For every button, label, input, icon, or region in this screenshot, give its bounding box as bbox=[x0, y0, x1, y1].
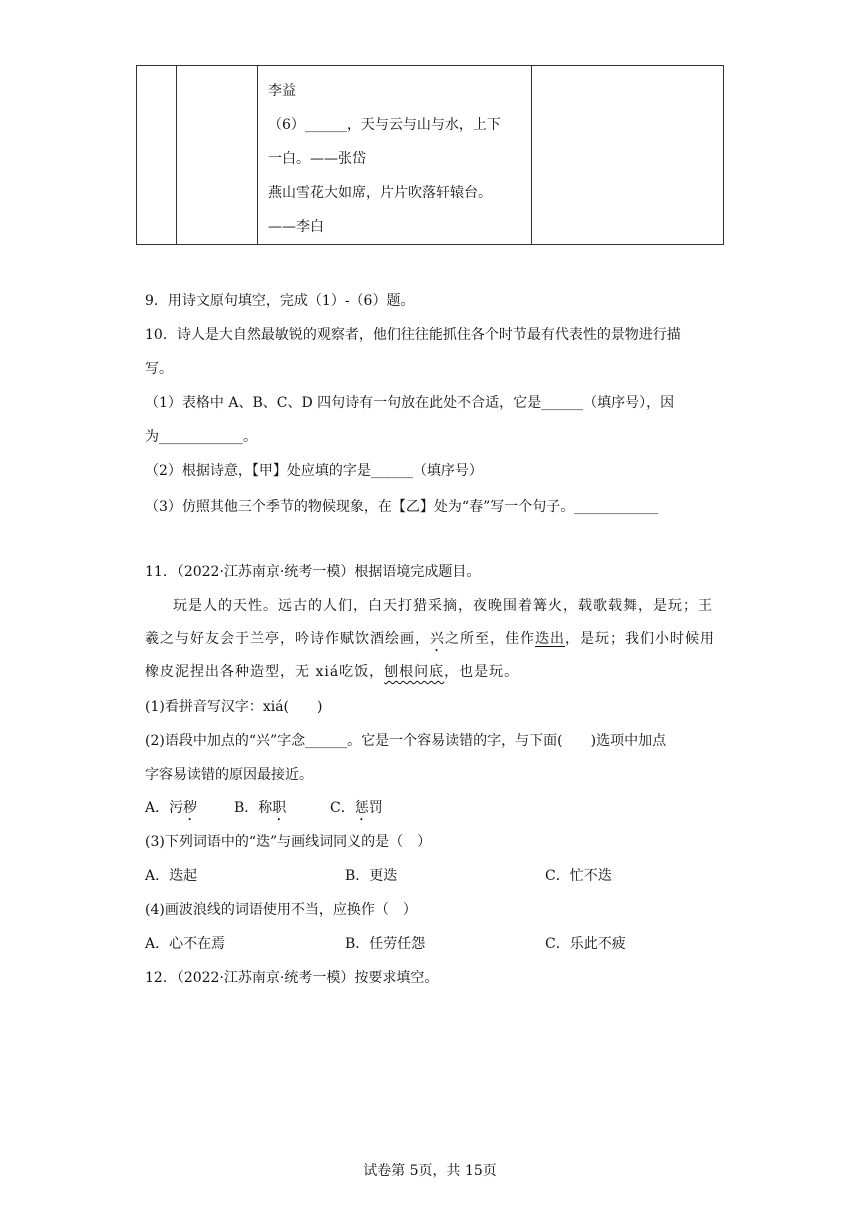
table-cell-line: 燕山雪花大如席，片片吹落轩辕台。 bbox=[268, 185, 492, 201]
option-a: A．心不在焉 bbox=[145, 936, 226, 952]
table-divider bbox=[531, 66, 532, 244]
option-c: C．乐此不疲 bbox=[545, 936, 626, 952]
option-c: C．忙不迭 bbox=[545, 868, 612, 884]
table-cell-line: ——李白 bbox=[268, 219, 324, 235]
option-a bbox=[145, 797, 197, 824]
option-c bbox=[330, 797, 383, 824]
poem-table bbox=[136, 65, 724, 245]
question-10-stem: 10．诗人是大自然最敏锐的观察者，他们往往能抓住各个时节最有代表性的景物进行描 bbox=[145, 327, 681, 343]
passage-line: 玩是人的天性。远古的人们，白天打猎采摘，夜晚围着篝火，载歌载舞，是玩；王 bbox=[173, 598, 713, 614]
option-label: C． bbox=[330, 800, 355, 816]
option-label: A．污 bbox=[145, 800, 184, 816]
passage-line bbox=[145, 628, 715, 655]
table-divider bbox=[257, 66, 258, 244]
question-10-stem-cont: 写。 bbox=[145, 361, 173, 377]
passage-text: 之所至，佳作 bbox=[445, 631, 535, 647]
table-cell-line: 一白。——张岱 bbox=[268, 151, 366, 167]
question-12: 12．（2022·江苏南京·统考一模）按要求填空。 bbox=[145, 970, 439, 986]
question-11-sub3: (3)下列词语中的“迭”与画线词同义的是（ ） bbox=[145, 834, 432, 850]
option-b: B．任劳任怨 bbox=[345, 936, 426, 952]
question-10-sub2: （2）根据诗意，【甲】处应填的字是______（填序号） bbox=[145, 463, 483, 479]
question-10-sub1-cont: 为____________。 bbox=[145, 429, 257, 445]
passage-text: ，也是玩。 bbox=[444, 664, 520, 680]
option-b bbox=[234, 797, 286, 824]
question-11-sub1: (1)看拼音写汉字：xiá( ) bbox=[145, 699, 323, 715]
dotted-char-xing: 兴 bbox=[430, 631, 445, 647]
option-text: 罚 bbox=[368, 800, 383, 816]
option-a: A．迭起 bbox=[145, 868, 198, 884]
page-footer: 试卷第 5页，共 15页 bbox=[363, 1163, 497, 1179]
underlined-word: 迭出 bbox=[535, 631, 565, 647]
table-cell-line: 李益 bbox=[268, 83, 296, 99]
dotted-char: 职 bbox=[272, 800, 287, 816]
option-b: B．更迭 bbox=[345, 868, 398, 884]
question-11-title: 11．（2022·江苏南京·统考一模）根据语境完成题目。 bbox=[145, 564, 481, 580]
passage-line bbox=[145, 661, 519, 681]
question-11-sub4: (4)画波浪线的词语使用不当，应换作（ ） bbox=[145, 902, 417, 918]
dotted-char: 惩 bbox=[354, 800, 369, 816]
table-cell-line: （6）______，天与云与山与水，上下 bbox=[268, 117, 501, 133]
question-11-sub2: (2)语段中加点的“兴”字念______。它是一个容易读错的字，与下面( )选项中加点 bbox=[145, 733, 667, 749]
wavy-underlined-word: 刨根问底 bbox=[384, 664, 445, 680]
question-10-sub1: （1）表格中 A、B、C、D 四句诗有一句放在此处不合适，它是______（填序号），因 bbox=[145, 395, 675, 411]
table-divider bbox=[176, 66, 177, 244]
option-label: B．称 bbox=[234, 800, 273, 816]
question-9: 9．用诗文原句填空，完成（1）-（6）题。 bbox=[145, 293, 415, 309]
passage-text: 羲之与好友会于兰亭，吟诗作赋饮酒绘画， bbox=[145, 631, 430, 647]
question-10-sub3: （3）仿照其他三个季节的物候现象，在【乙】处为“春”写一个句子。____________ bbox=[145, 499, 659, 515]
passage-text: 橡皮泥捏出各种造型，无 xiá吃饭， bbox=[145, 664, 385, 680]
question-11-sub2-cont: 字容易读错的原因最接近。 bbox=[145, 767, 313, 783]
passage-text: ，是玩；我们小时候用 bbox=[565, 631, 715, 647]
dotted-char: 秽 bbox=[183, 800, 198, 816]
